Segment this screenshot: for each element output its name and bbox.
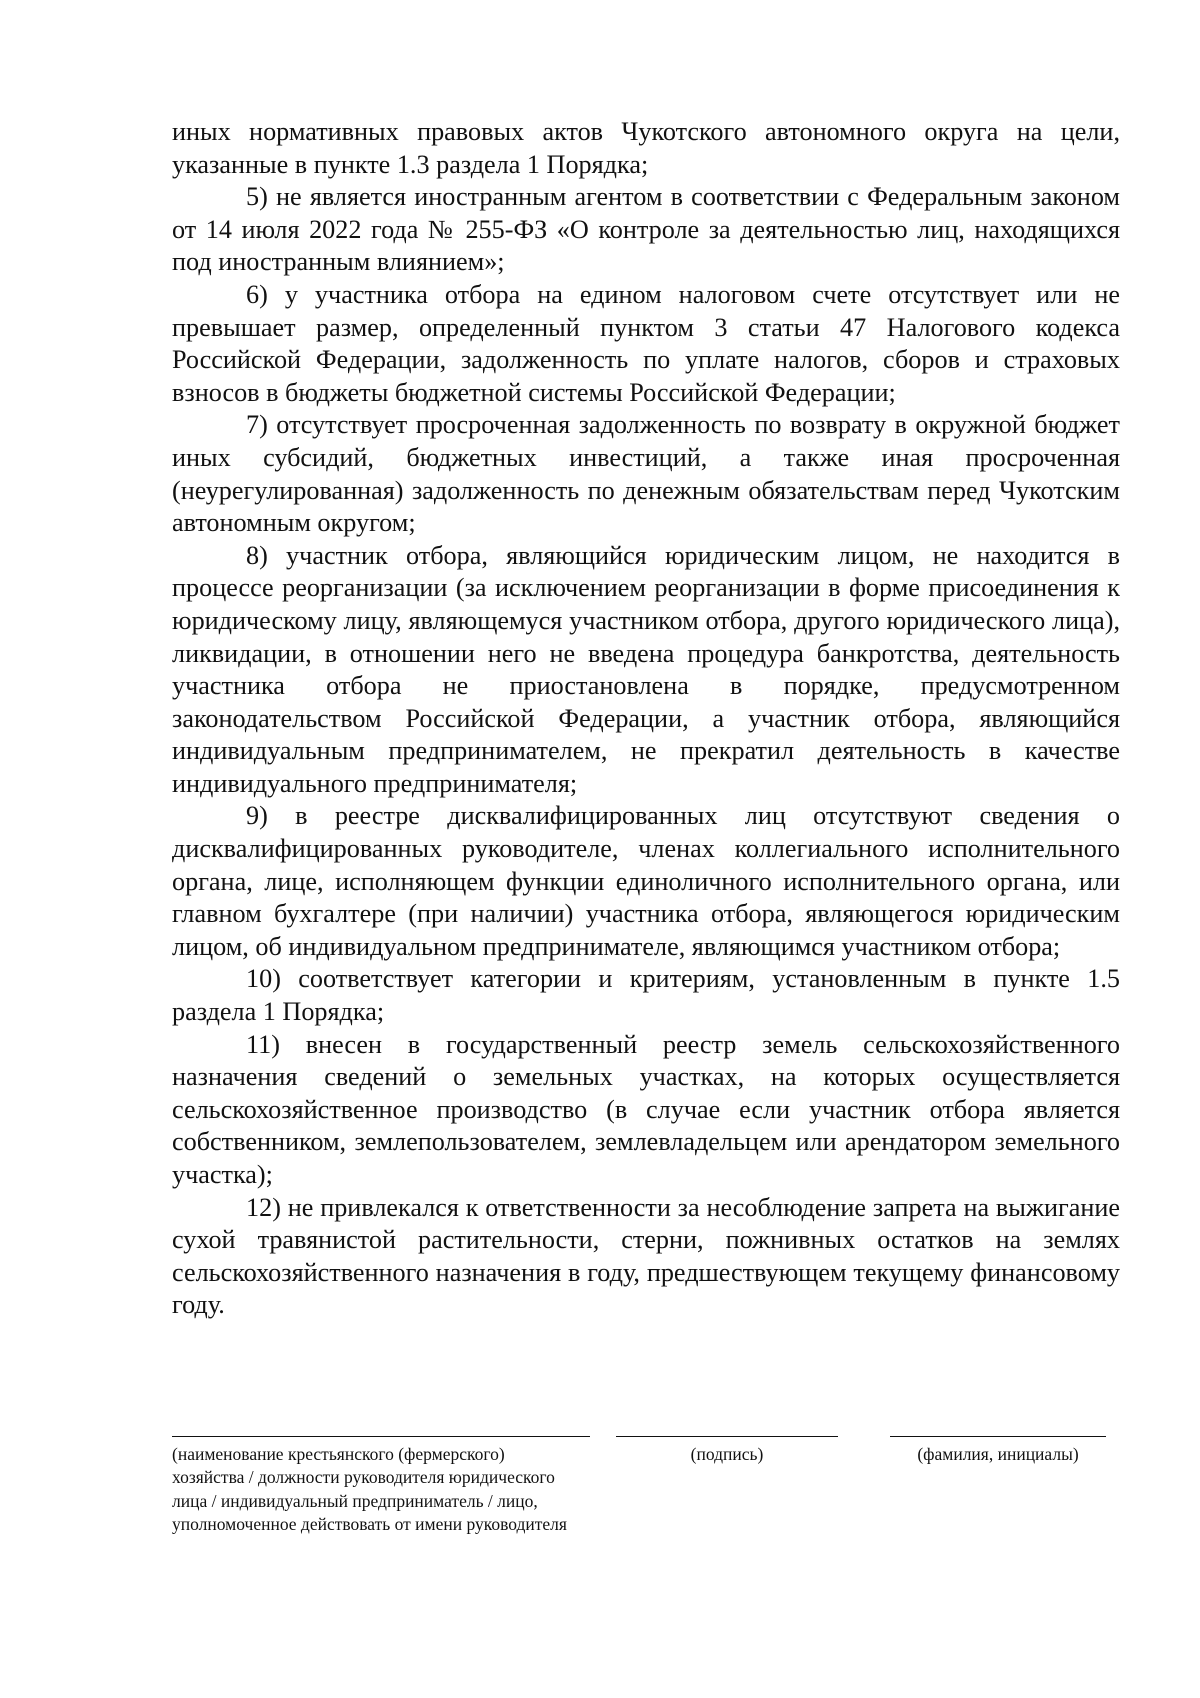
- document-body: [172, 116, 1120, 1322]
- paragraph-item-9: 9) в реестре дисквалифицированных лиц отсутствуют сведения о дисквалифицированных руководителе, членах коллегиального исполнительного органа, лице, исполняющем функции единоличного исполнительного органа, или главном бухгалтере (при наличии) участника отбора, являющегося юридическим лицом, об индивидуальном предпринимателе, являющимся участником отбора;: [172, 801, 1120, 961]
- signature-sign-block: [616, 1436, 838, 1466]
- organization-caption: (наименование крестьянского (фермерского) хозяйства / должности руководителя юридического лица / индивидуальный предприниматель / лицо, уполномоченное действовать от имени руководителя: [172, 1444, 567, 1535]
- paragraph-item-11: 11) внесен в государственный реестр земель сельскохозяйственного назначения сведений о земельных участках, на которых осуществляется сельскохозяйственное производство (в случае если участник отбора является собственником, землепользователем, землевладельцем или арендатором земельного участка);: [172, 1029, 1120, 1189]
- name-underline: [890, 1436, 1106, 1437]
- paragraph-item-6: 6) у участника отбора на едином налоговом счете отсутствует или не превышает размер, определенный пунктом 3 статьи 47 Налогового кодекса Российской Федерации, задолженность по уплате налогов, сборов и страховых взносов в бюджеты бюджетной системы Российской Федерации;: [172, 279, 1120, 407]
- paragraph-item-7: 7) отсутствует просроченная задолженность по возврату в окружной бюджет иных субсидий, бюджетных инвестиций, а также иная просроченная (неурегулированная) задолженность по денежным обязательствам перед Чукотским автономным округом;: [172, 410, 1120, 538]
- paragraph-continuation: иных нормативных правовых актов Чукотского автономного округа на цели, указанные в пункте 1.3 раздела 1 Порядка;: [172, 117, 1120, 179]
- paragraph-item-5: 5) не является иностранным агентом в соответствии с Федеральным законом от 14 июля 2022 года № 255-ФЗ «О контроле за деятельностью лиц, находящихся под иностранным влиянием»;: [172, 182, 1120, 277]
- name-caption: (фамилия, инициалы): [917, 1444, 1079, 1464]
- paragraph-item-10: 10) соответствует категории и критериям, установленным в пункте 1.5 раздела 1 Порядка;: [172, 964, 1120, 1027]
- signature-organization-block: [172, 1436, 590, 1537]
- signature-underline: [616, 1436, 838, 1437]
- paragraph-item-12: 12) не привлекался к ответственности за несоблюдение запрета на выжигание сухой травянистой растительности, стерни, пожнивных остатков на землях сельскохозяйственного назначения в году, предшествующем текущему финансовому году.: [172, 1192, 1120, 1320]
- signature-caption: (подпись): [690, 1444, 764, 1464]
- paragraph-item-8: 8) участник отбора, являющийся юридическим лицом, не находится в процессе реорганизации (за исключением реорганизации в форме присоединения к юридическому лицу, являющемуся участником отбора, другого юридического лица), ликвидации, в отношении него не введена процедура банкротства, деятельность участника отбора не приостановлена в порядке, предусмотренном законодательством Российской Федерации, а участник отбора, являющийся индивидуальным предпринимателем, не прекратил деятельность в качестве индивидуального предпринимателя;: [172, 540, 1120, 798]
- organization-underline: [172, 1436, 590, 1437]
- signature-name-block: [890, 1436, 1106, 1466]
